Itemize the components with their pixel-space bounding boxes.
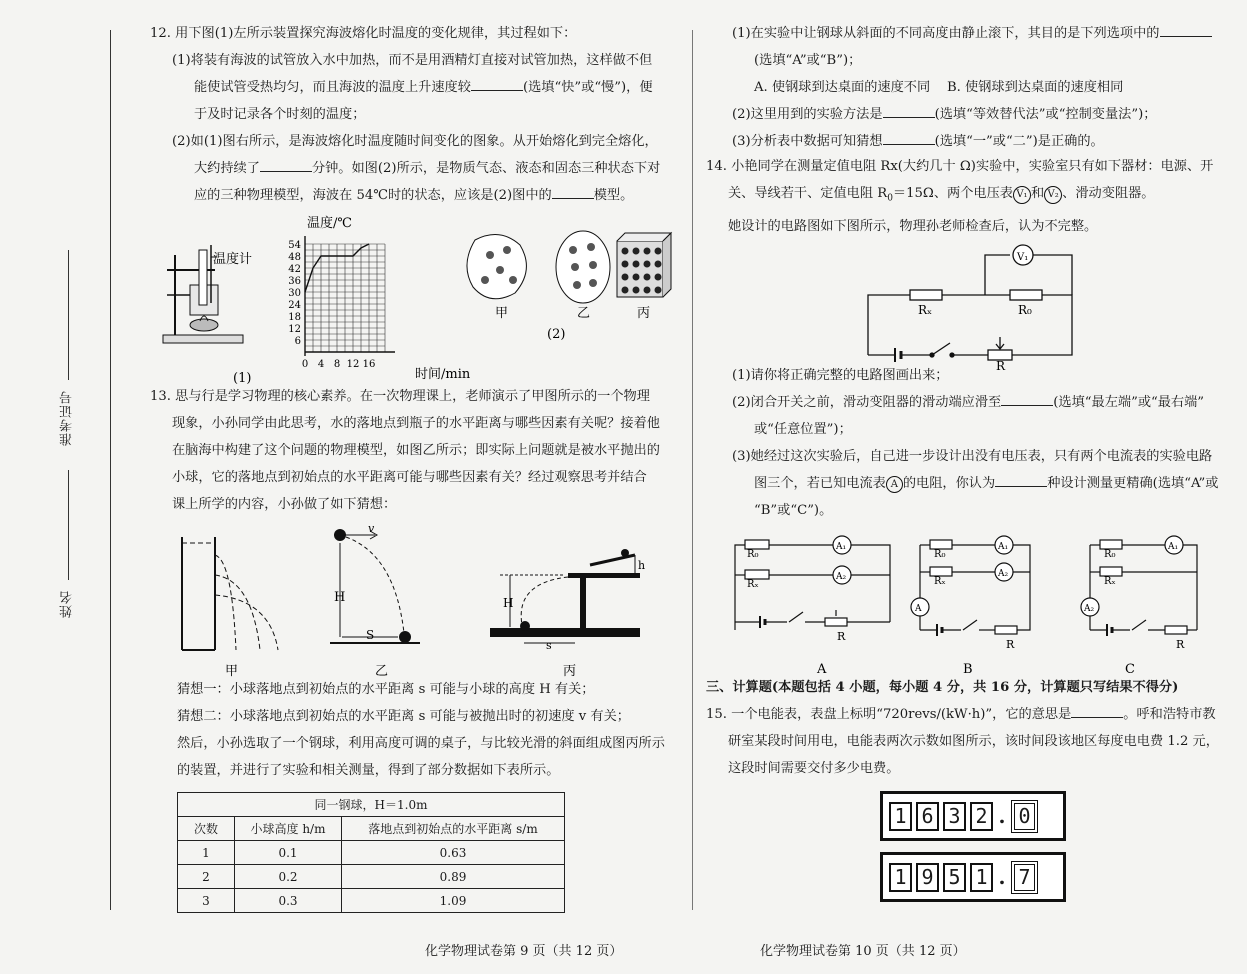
q15-text bbox=[706, 701, 1236, 782]
meter-digit-decimal: 0 bbox=[1011, 800, 1038, 833]
meter-digit: 5 bbox=[943, 863, 966, 892]
thermometer-label: 温度计 bbox=[213, 252, 253, 267]
table-title: 同一钢球，H＝1.0m bbox=[178, 793, 565, 817]
meter-decimal-point: . bbox=[998, 864, 1006, 889]
q13c-line-4: (3)分析表中数据可知猜想 (选填“一”或“二”)是正确的。 bbox=[732, 128, 1237, 155]
r0-label: R₀ bbox=[1018, 303, 1032, 317]
q12-line-3: 能使试管受热均匀，而且海波的温度上升速度较 (选填“快”或“慢”)，便 bbox=[150, 74, 680, 101]
v1-label: V₁ bbox=[1017, 252, 1029, 263]
procedure-line-2: 的装置，并进行了实验和相关测量，得到了部分数据如下表所示。 bbox=[177, 763, 560, 778]
q13-text bbox=[150, 383, 685, 518]
circuit-b-r: R bbox=[1006, 638, 1015, 651]
q13c-line-3: (2)这里用到的实验方法是 (选填“等效替代法”或“控制变量法”)； bbox=[732, 101, 1237, 128]
q12-blank-3[interactable] bbox=[552, 184, 594, 199]
meter-digit: 1 bbox=[889, 802, 912, 831]
circuit-b bbox=[911, 536, 1030, 636]
q12-blank-1[interactable] bbox=[471, 76, 523, 91]
meter-digit-decimal: 7 bbox=[1011, 861, 1038, 894]
q13-line-3: 在脑海中构建了这个问题的物理模型，如图乙所示；即实际上问题就是被水平抛出的 bbox=[172, 443, 660, 458]
ammeter-circuits bbox=[725, 530, 1225, 680]
q12-line-4: 于及时记录各个时刻的温度； bbox=[194, 107, 366, 122]
column-divider bbox=[692, 30, 693, 910]
q12-line-6: 大约持续了 分钟。如图(2)所示，是物质气态、液态和固态三种状态下对 bbox=[150, 155, 680, 182]
meter-decimal-point: . bbox=[998, 803, 1006, 828]
y-tick-label: 36 bbox=[288, 276, 301, 287]
graph-y-axis-label: 温度/℃ bbox=[307, 216, 352, 231]
fig2-label: (2) bbox=[547, 327, 566, 342]
x-tick-label: 0 bbox=[301, 359, 309, 370]
q14-blank-2[interactable] bbox=[995, 472, 1047, 487]
v1-symbol: V₁ bbox=[1013, 186, 1031, 204]
q14-q1: (1)请你将正确完整的电路图画出来； bbox=[732, 368, 949, 383]
q12-line-5: (2)如(1)图右所示，是海波熔化时温度随时间变化的图象。从开始熔化到完全熔化， bbox=[172, 134, 658, 149]
exam-no-label: 准考证号 bbox=[60, 390, 75, 446]
model-yi-label: 乙 bbox=[577, 306, 591, 321]
q14-line-1: 14. 小艳同学在测量定值电阻 Rx(大约几十 Ω)实验中，实验室只有如下器材：电源、开 bbox=[706, 159, 1214, 174]
circuit-a-r: R bbox=[837, 630, 846, 643]
graph-x-axis-label: 时间/min bbox=[415, 367, 471, 382]
right-footer: 化学物理试卷第 10 页（共 12 页） bbox=[760, 944, 966, 959]
model-bing bbox=[617, 233, 671, 297]
q14-q2: (2)闭合开关之前，滑动变阻器的滑动端应滑至 (选填“最左端”或“最右端” bbox=[732, 389, 1237, 416]
q13-guesses bbox=[177, 676, 687, 784]
model-jia-label: 甲 bbox=[495, 306, 509, 321]
q14-blank-1[interactable] bbox=[1001, 391, 1053, 406]
q13-line-5: 课上所学的内容，小孙做了如下猜想： bbox=[172, 497, 397, 512]
circuit-a-a2: A₂ bbox=[836, 572, 847, 582]
q15-line-2: 研室某段时间用电，电能表两次示数如图所示，该时间段该地区每度电电费 1.2 元， bbox=[728, 734, 1219, 749]
q14-q3-end: “B”或“C”)。 bbox=[754, 503, 833, 518]
circuit-c-a1: A₁ bbox=[1168, 542, 1179, 552]
q14-line-2: 关、导线若干、定值电阻 $R_0=15\Omega$、两个电压表 V₁ 和 V₂ 、滑动变阻器。 bbox=[728, 186, 1155, 204]
y-tick-label: 42 bbox=[288, 264, 301, 275]
q12-line-7: 应的三种物理模型，海波在 54℃时的状态，应该是(2)图中的 模型。 bbox=[150, 182, 680, 209]
left-footer: 化学物理试卷第 9 页（共 12 页） bbox=[425, 944, 623, 959]
table-header: 落地点到初始点的水平距离 s/m bbox=[342, 817, 565, 841]
q14-line-3: 她设计的电路图如下图所示，物理孙老师检查后，认为不完整。 bbox=[728, 218, 1098, 234]
table-row bbox=[178, 841, 565, 865]
q13c-blank-2[interactable] bbox=[883, 103, 935, 118]
table-row bbox=[178, 889, 565, 913]
q12-line-2: (1)将装有海波的试管放入水中加热，而不是用酒精灯直接对试管加热，这样做不但 bbox=[172, 53, 653, 68]
circuit-c-label: C bbox=[1125, 662, 1135, 677]
projectile-model-figure bbox=[330, 529, 420, 643]
guess-1: 猜想一：小球落地点到初始点的水平距离 s 可能与小球的高度 H 有关； bbox=[177, 682, 595, 697]
q15-line-1: 15. 一个电能表，表盘上标明“720revs/(kW·h)”，它的意思是 。呼和浩特市教 bbox=[706, 701, 1236, 728]
fig-jia-label: 甲 bbox=[225, 664, 239, 679]
fig-yi-label: 乙 bbox=[375, 664, 389, 679]
margin-border bbox=[110, 30, 111, 910]
x-tick-label: 16 bbox=[362, 359, 376, 370]
rx-label: Rₓ bbox=[918, 303, 933, 317]
table-cell: 1 bbox=[178, 841, 235, 865]
q13c-line-1: (1)在实验中让钢球从斜面的不同高度由静止滚下，其目的是下列选项中的 bbox=[732, 20, 1237, 47]
table-cell: 2 bbox=[178, 865, 235, 889]
q12-text bbox=[150, 20, 680, 209]
table-cell: 0.2 bbox=[235, 865, 342, 889]
q13-line-4: 小球，它的落地点到初始点的水平距离可能与哪些因素有关？经过观察思考并结合 bbox=[172, 470, 647, 485]
y-tick-label: 12 bbox=[288, 324, 301, 335]
H-label-bing: H bbox=[503, 596, 514, 610]
circuit-b-a1: A₁ bbox=[998, 542, 1009, 552]
section-3-heading bbox=[706, 674, 1236, 701]
table-cell: 1.09 bbox=[342, 889, 565, 913]
section-3-title: 三、计算题(本题包括 4 小题，每小题 4 分，共 16 分，计算题只写结果不得分) bbox=[706, 680, 1179, 695]
meter-digit: 1 bbox=[889, 863, 912, 892]
x-tick-label: 12 bbox=[346, 359, 360, 370]
q14-q3: (3)她经过这次实验后，自己进一步设计出没有电压表，只有两个电流表的实验电路 bbox=[732, 449, 1213, 464]
q13-line-2: 现象，小孙同学由此思考，水的落地点到瓶子的水平距离与哪些因素有关呢？接着他 bbox=[172, 416, 660, 431]
temperature-time-graph bbox=[288, 236, 395, 370]
procedure-line-1: 然后，小孙选取了一个钢球，利用高度可调的桌子，与比较光滑的斜面组成图丙所示 bbox=[177, 736, 665, 751]
circuit-a-a1: A₁ bbox=[836, 542, 847, 552]
q14-q2-cont: 或“任意位置”)； bbox=[754, 422, 852, 437]
q13c-blank-3[interactable] bbox=[883, 130, 935, 145]
q13-continued bbox=[732, 20, 1237, 155]
q14-circuit bbox=[860, 240, 1110, 370]
v-label: v bbox=[368, 522, 375, 535]
table-header: 次数 bbox=[178, 817, 235, 841]
y-tick-label: 48 bbox=[288, 252, 301, 263]
circuit-c-rx: Rₓ bbox=[1104, 576, 1116, 587]
table-cell: 3 bbox=[178, 889, 235, 913]
meter-reading-1 bbox=[880, 791, 1066, 841]
q13c-options: A. 使钢球到达桌面的速度不同 B. 使钢球到达桌面的速度相同 bbox=[754, 80, 1124, 95]
meter-reading-2 bbox=[880, 852, 1066, 902]
meter-digit: 6 bbox=[916, 802, 939, 831]
model-jia bbox=[467, 235, 526, 299]
s-label: s bbox=[546, 639, 552, 652]
table-cell: 0.1 bbox=[235, 841, 342, 865]
circuit-b-label: B bbox=[963, 662, 973, 677]
table-header: 小球高度 h/m bbox=[235, 817, 342, 841]
x-tick-label: 4 bbox=[317, 359, 325, 370]
circuit-c-a2: A₂ bbox=[1084, 604, 1095, 614]
y-tick-label: 30 bbox=[288, 288, 301, 299]
circuit-b-rx: Rₓ bbox=[934, 576, 946, 587]
meter-digit: 2 bbox=[970, 802, 993, 831]
name-label: 姓名 bbox=[60, 590, 75, 618]
circuit-b-r0: R₀ bbox=[934, 549, 946, 560]
table-cell: 0.89 bbox=[342, 865, 565, 889]
q14-q3-cont: 图三个，若已知电流表 A 的电阻，你认为 种设计测量更精确(选填“A”或 bbox=[732, 470, 1237, 497]
model-bing-label: 丙 bbox=[637, 306, 651, 321]
circuit-a-r0: R₀ bbox=[747, 549, 759, 560]
q15-line-3: 这段时间需要交付多少电费。 bbox=[728, 761, 900, 776]
fig1-label: (1) bbox=[233, 371, 252, 386]
r-label: R bbox=[996, 359, 1006, 370]
S-label: S bbox=[366, 628, 375, 642]
meter-digit: 3 bbox=[943, 802, 966, 831]
q14-text bbox=[706, 153, 1236, 240]
binding-margin bbox=[0, 0, 112, 974]
y-tick-label: 24 bbox=[288, 300, 301, 311]
q12-line-1: 12. 用下图(1)左所示装置探究海波熔化时温度的变化规律，其过程如下： bbox=[150, 26, 577, 41]
y-tick-label: 6 bbox=[294, 336, 301, 347]
ammeter-symbol: A bbox=[886, 476, 903, 493]
y-tick-label: 54 bbox=[288, 240, 301, 251]
data-table bbox=[177, 792, 565, 913]
meter-digit: 9 bbox=[916, 863, 939, 892]
table-cell: 0.63 bbox=[342, 841, 565, 865]
circuit-c-r: R bbox=[1176, 638, 1185, 651]
guess-2: 猜想二：小球落地点到初始点的水平距离 s 可能与被抛出时的初速度 v 有关； bbox=[177, 709, 630, 724]
name-line bbox=[68, 470, 69, 580]
circuit-c bbox=[1081, 536, 1197, 636]
table-row bbox=[178, 865, 565, 889]
q12-figures bbox=[155, 215, 685, 390]
q13-figures bbox=[170, 515, 670, 685]
fig-bing-label: 丙 bbox=[563, 664, 577, 679]
v2-symbol: V₂ bbox=[1044, 186, 1062, 204]
y-tick-label: 18 bbox=[288, 312, 301, 323]
x-tick-label: 8 bbox=[333, 359, 341, 370]
model-yi bbox=[556, 231, 610, 303]
exam-no-line bbox=[68, 250, 69, 380]
circuit-a-rx: Rₓ bbox=[747, 579, 759, 590]
h-label: h bbox=[638, 559, 646, 572]
circuit-b-a2: A₂ bbox=[998, 569, 1009, 579]
q13-line-1: 13. 思与行是学习物理的核心素养。在一次物理课上，老师演示了甲图所示的一个物理 bbox=[150, 389, 650, 404]
q15-blank-1[interactable] bbox=[1071, 703, 1123, 718]
q13c-blank-1[interactable] bbox=[1160, 22, 1212, 37]
q12-blank-2[interactable] bbox=[260, 157, 312, 172]
q14-questions bbox=[732, 362, 1237, 524]
H-label: H bbox=[334, 590, 346, 605]
q13c-line-2: (选填“A”或“B”)； bbox=[754, 53, 862, 68]
meter-digit: 1 bbox=[970, 863, 993, 892]
water-bottle-figure bbox=[182, 537, 278, 650]
table-cell: 0.3 bbox=[235, 889, 342, 913]
circuit-c-r0: R₀ bbox=[1104, 549, 1116, 560]
circuit-a-label: A bbox=[817, 662, 827, 677]
circuit-b-a: A bbox=[915, 604, 922, 614]
